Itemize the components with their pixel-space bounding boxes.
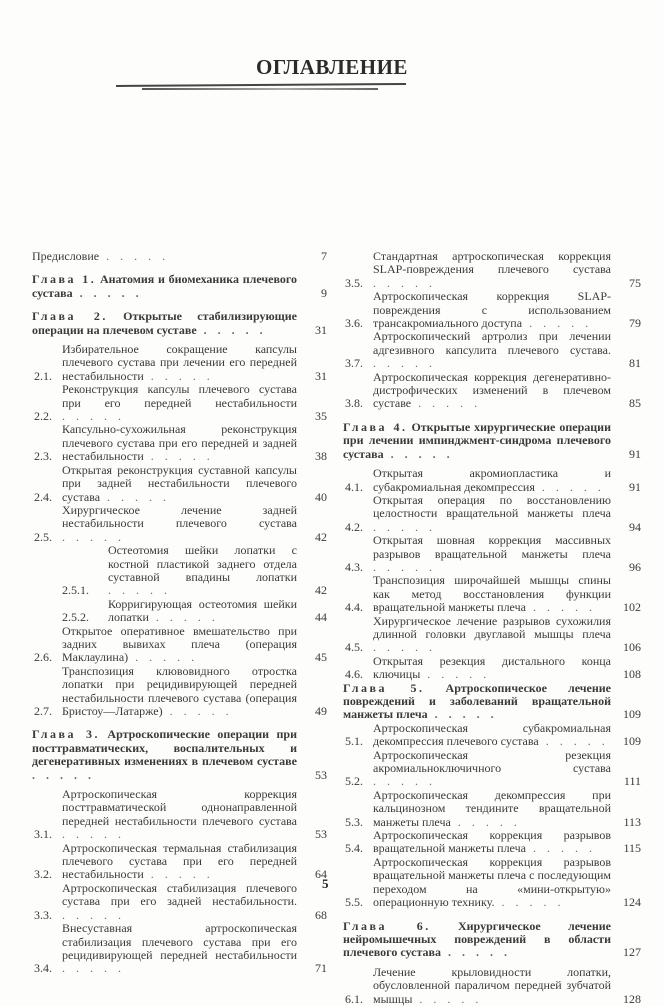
dot-leader: . . . . . (373, 774, 436, 789)
toc-chapter-entry[interactable] (32, 310, 327, 337)
entry-title: Артроскопический артролиз при лечении адгезивного капсулита плечевого сустава. (373, 329, 611, 357)
toc-entry[interactable] (343, 655, 641, 682)
entry-title: Артроскопическое лечение повреждений и заболеваний вращательной манжеты плеча (343, 680, 612, 722)
toc-left-column (32, 250, 327, 976)
entry-page-number: 35 (315, 409, 327, 424)
entry-number: 4.3. (345, 559, 363, 574)
dot-leader: . . . . . (108, 583, 171, 598)
dot-leader: . . . . . (420, 667, 491, 682)
toc-entry[interactable] (32, 788, 327, 842)
dot-leader: . . . . . (72, 285, 143, 300)
entry-page-number: 42 (315, 583, 327, 598)
entry-title: Артроскопическая субакромиальная декомпрессия плечевого сустава (373, 720, 611, 749)
dot-leader: . . . . . (62, 409, 125, 424)
entry-number: 5.1. (345, 734, 363, 749)
entry-page-number: 91 (629, 446, 641, 461)
entry-number: 2.7. (34, 704, 52, 718)
chapter-label: Глава 3. (32, 727, 100, 742)
toc-chapter-entry[interactable] (32, 728, 327, 782)
toc-chapter-entry[interactable] (343, 421, 641, 461)
entry-title: Артроскопическая коррекция дегенеративно-дистрофических изменений в плечевом суставе (373, 369, 611, 411)
page-title: ОГЛАВЛЕНИЕ (256, 55, 408, 79)
entry-number: 2.6. (34, 650, 52, 665)
entry-page-number: 53 (315, 767, 327, 782)
entry-page-number: 113 (623, 814, 641, 829)
toc-entry[interactable] (343, 250, 641, 290)
toc-entry[interactable] (343, 789, 641, 829)
dot-leader: . . . . . (525, 841, 596, 856)
entry-number: 4.1. (345, 479, 363, 494)
dot-leader: . . . . . (32, 767, 95, 782)
entry-title: Открытая резекция дистального конца ключицы (373, 653, 611, 682)
entry-page-number: 31 (315, 322, 327, 337)
entry-page-number: 7 (321, 249, 327, 263)
entry-page-number: 106 (623, 640, 641, 655)
entry-title: Корригирующая остеотомия шейки лопатки (108, 596, 297, 625)
toc-chapter-entry[interactable] (343, 920, 641, 960)
entry-title: Открытые хирургические операции при лечении импинджмент-синдрома плечевого сустава (343, 419, 611, 461)
entry-title: Хирургическое лечение разрывов сухожилия длинной головки двуглавой мышцы плеча (373, 613, 611, 641)
entry-number: 4.4. (345, 600, 363, 615)
entry-number: 5.3. (345, 814, 363, 829)
dot-leader: . . . . . (525, 600, 596, 615)
dot-leader: . . . . . (143, 368, 214, 383)
entry-number: 6.1. (345, 991, 363, 1006)
entry-number: 3.5. (345, 275, 363, 290)
dot-leader: . . . . . (440, 945, 511, 960)
dot-leader: . . . . . (143, 449, 214, 464)
entry-title: Хирургическое лечение нейромышечных повреждений в области плечевого сустава (343, 918, 611, 960)
entry-page-number: 94 (629, 519, 641, 534)
toc-entry[interactable] (32, 922, 327, 976)
entry-number: 3.3. (34, 907, 52, 922)
page-number: 5 (322, 876, 329, 891)
dot-leader: . . . . . (373, 519, 436, 534)
entry-title: Открытая акромиопластика и субакромиальная декомпрессия (373, 466, 611, 494)
dot-leader: . . . . . (538, 734, 609, 749)
entry-page-number: 49 (315, 704, 327, 718)
dot-leader: . . . . . (522, 316, 593, 331)
entry-page-number: 115 (623, 841, 641, 856)
dot-leader: . . . . . (143, 867, 214, 882)
toc-entry[interactable] (343, 330, 641, 370)
toc-entry[interactable] (32, 504, 327, 544)
dot-leader: . . . . . (162, 704, 233, 718)
entry-title: Артроскопическая резекция акромиальноключичного сустава (373, 747, 611, 776)
entry-title: Транспозиция широчайшей мышцы спины как метод восстановления функции вращательной манжеты плеча (373, 573, 611, 615)
toc-entry[interactable] (32, 383, 327, 423)
entry-title: Реконструкция капсулы плечевого сустава при его передней нестабильности (62, 382, 297, 410)
entry-page-number: 109 (623, 734, 641, 749)
dot-leader: . . . . . (494, 895, 565, 910)
entry-title: Артроскопическая декомпрессия при кальцинозном тендините вращательной манжеты плеча (373, 787, 611, 829)
dot-leader: . . . . . (450, 814, 521, 829)
toc-chapter-entry[interactable] (343, 682, 641, 722)
toc-entry[interactable] (343, 615, 641, 655)
entry-page-number: 128 (623, 991, 641, 1006)
chapter-label: Глава 4. (343, 419, 408, 434)
dot-leader: . . . . . (99, 249, 170, 263)
dot-leader: . . . . . (383, 446, 454, 461)
entry-title: Остеотомия шейки лопатки с костной пластикой заднего отдела суставной впадины лопатки (108, 543, 297, 584)
entry-page-number: 85 (629, 396, 641, 411)
entry-number: 2.4. (34, 489, 52, 504)
entry-title: Артроскопическая коррекция SLAP-повреждения с использованием трансакромиального доступа (373, 289, 611, 331)
entry-page-number: 64 (315, 867, 327, 882)
dot-leader: . . . . . (373, 356, 436, 371)
toc-entry[interactable] (32, 665, 327, 719)
entry-page-number: 102 (623, 600, 641, 615)
dot-leader: . . . . . (100, 489, 171, 504)
title-rule-top (116, 83, 406, 87)
chapter-label: Глава 2. (32, 309, 108, 324)
entry-page-number: 45 (315, 650, 327, 665)
chapter-label: Глава 6. (343, 918, 431, 933)
entry-title: Хирургическое лечение задней нестабильности плечевого сустава (62, 502, 297, 531)
entry-number: 4.2. (345, 519, 363, 534)
entry-page-number: 79 (629, 316, 641, 331)
toc-entry[interactable] (32, 423, 327, 463)
toc-entry[interactable] (32, 544, 327, 598)
entry-title: Открытые стабилизирующие операции на плечевом суставе (32, 309, 298, 337)
entry-page-number: 108 (623, 667, 641, 682)
toc-entry[interactable] (32, 625, 327, 665)
entry-page-number: 38 (315, 449, 327, 464)
toc-entry[interactable] (343, 722, 641, 749)
entry-page-number: 75 (629, 275, 641, 290)
dot-leader: . . . . . (62, 529, 125, 544)
entry-number: 2.5.2. (62, 610, 89, 625)
dot-leader: . . . . . (373, 275, 436, 290)
dot-leader: . . . . . (427, 707, 498, 722)
entry-number: 2.5. (34, 529, 52, 544)
toc-entry[interactable] (343, 290, 641, 330)
entry-title: Артроскопическая коррекция разрывов вращательной манжеты плеча с последующим переходом на «мини-открытую» операционную технику. (373, 854, 611, 910)
toc-entry[interactable] (32, 598, 327, 625)
entry-title: Артроскопические операции при посттравматических, воспалительных и дегенеративных изменениях в плечевом суставе (32, 727, 297, 769)
dot-leader: . . . . . (62, 961, 125, 976)
title-rule-bottom (142, 88, 378, 90)
entry-title: Открытая реконструкция суставной капсулы при задней нестабильности плечевого сустава (62, 462, 297, 504)
entry-title: Анатомия и биомеханика плечевого сустава (32, 272, 298, 300)
toc-entry[interactable] (32, 343, 327, 383)
entry-page-number: 81 (629, 356, 641, 371)
entry-page-number: 9 (321, 285, 327, 300)
entry-page-number: 127 (623, 945, 641, 960)
entry-title: Открытое оперативное вмешательство при задних вывихах плеча (операция Маклаулина) (62, 623, 297, 665)
entry-page-number: 42 (315, 529, 327, 544)
dot-leader: . . . . . (62, 827, 125, 842)
entry-number: 3.8. (345, 396, 363, 411)
toc-right-column (343, 250, 641, 1006)
entry-title: Артроскопическая термальная стабилизация плечевого сустава при его передней нестабильности (62, 840, 297, 882)
entry-page-number: 71 (315, 961, 327, 976)
entry-title: Лечение крыловидности лопатки, обусловленной параличом передней зубчатой мышцы (373, 964, 611, 1006)
entry-title: Стандартная артроскопическая коррекция SLAP-повреждения плечевого сустава (373, 249, 611, 277)
dot-leader: . . . . . (411, 396, 482, 411)
toc-entry[interactable] (343, 467, 641, 494)
entry-title: Артроскопическая коррекция разрывов вращательной манжеты плеча (373, 828, 611, 856)
entry-page-number: 91 (629, 479, 641, 494)
toc-entry[interactable] (343, 829, 641, 856)
entry-title: Избирательное сокращение капсулы плечевого сустава при лечении его передней нестабильности (62, 342, 297, 383)
entry-page-number: 44 (315, 610, 327, 625)
entry-title: Внесуставная артроскопическая стабилизация плечевого сустава при его рецидивирующей передней нестабильности (62, 921, 297, 962)
toc-entry[interactable] (343, 574, 641, 614)
entry-title: Предисловие (32, 249, 100, 263)
chapter-label: Глава 1. (32, 272, 97, 287)
dot-leader: . . . . . (128, 650, 199, 665)
entry-number: 2.3. (34, 449, 52, 464)
entry-page-number: 96 (629, 559, 641, 574)
entry-page-number: 53 (315, 827, 327, 842)
dot-leader: . . . . . (196, 322, 267, 337)
entry-title: Артроскопическая стабилизация плечевого сустава при его задней нестабильности. (62, 880, 297, 909)
entry-number: 5.5. (345, 895, 363, 910)
entry-number: 2.5.1. (62, 583, 89, 598)
entry-page-number: 68 (315, 907, 327, 922)
toc-entry[interactable] (32, 250, 327, 263)
toc-entry[interactable] (343, 966, 641, 1006)
entry-page-number: 109 (623, 707, 641, 722)
entry-number: 5.4. (345, 841, 363, 856)
dot-leader: . . . . . (534, 479, 605, 494)
entry-page-number: 40 (315, 489, 327, 504)
toc-chapter-entry[interactable] (32, 273, 327, 300)
entry-number: 2.1. (34, 368, 52, 383)
entry-page-number: 31 (315, 368, 327, 383)
toc-entry[interactable] (343, 856, 641, 910)
toc-entry[interactable] (343, 749, 641, 789)
toc-entry[interactable] (32, 464, 327, 504)
entry-number: 2.2. (34, 409, 52, 424)
dot-leader: . . . . . (148, 610, 219, 625)
dot-leader: . . . . . (62, 907, 125, 922)
entry-title: Транспозиция клювовидного отростка лопатки при рецидивирующей передней нестабильности плечевого сустава (операция Бристоу—Латарже) (62, 663, 297, 718)
entry-number: 3.6. (345, 316, 363, 331)
dot-leader: . . . . . (373, 640, 436, 655)
toc-entry[interactable] (343, 534, 641, 574)
entry-page-number: 124 (623, 895, 641, 910)
dot-leader: . . . . . (412, 991, 483, 1006)
entry-title: Артроскопическая коррекция посттравматической однонаправленной передней нестабильности плечевого сустава (62, 787, 297, 828)
entry-number: 4.6. (345, 667, 363, 682)
toc-entry[interactable] (343, 494, 641, 534)
dot-leader: . . . . . (373, 559, 436, 574)
entry-number: 4.5. (345, 640, 363, 655)
entry-title: Открытая шовная коррекция массивных разрывов вращательной манжеты плеча (373, 533, 611, 561)
toc-entry[interactable] (343, 371, 641, 411)
entry-number: 5.2. (345, 774, 363, 789)
toc-entry[interactable] (32, 882, 327, 922)
toc-entry[interactable] (32, 842, 327, 882)
chapter-label: Глава 5. (343, 680, 425, 695)
entry-title: Открытая операция по восстановлению целостности вращательной манжеты плеча (373, 492, 611, 521)
entry-number: 3.7. (345, 356, 363, 371)
entry-number: 3.2. (34, 867, 52, 882)
entry-number: 3.1. (34, 827, 52, 842)
entry-page-number: 111 (623, 774, 641, 789)
entry-title: Капсульно-сухожильная реконструкция плечевого сустава при его передней и задней нестабильности (62, 422, 297, 464)
entry-number: 3.4. (34, 961, 52, 976)
